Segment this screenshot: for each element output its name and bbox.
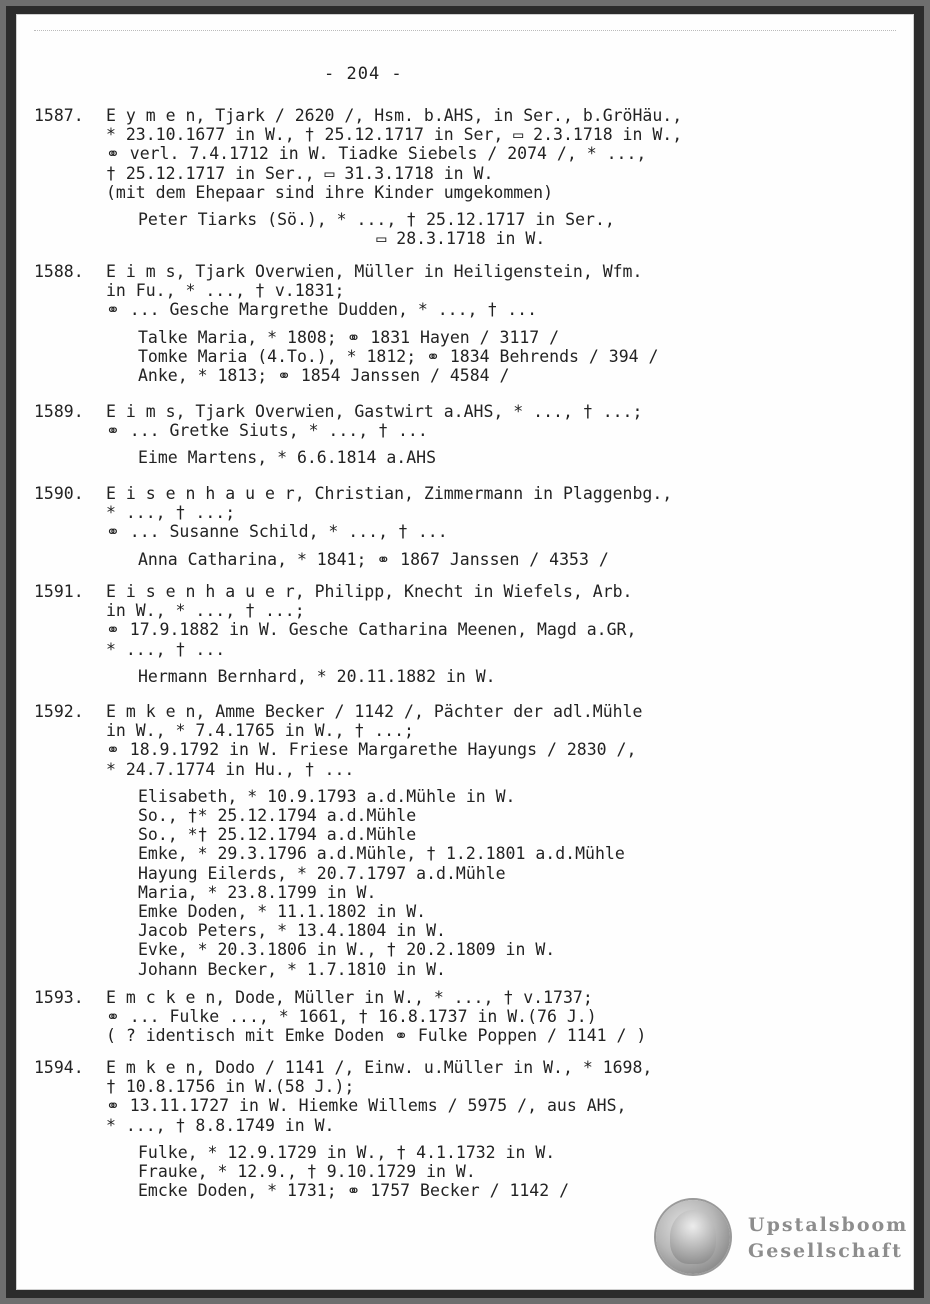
- page-content: [16, 14, 914, 1290]
- watermark-line-2: Gesellschaft: [748, 1240, 903, 1262]
- child-line: So., †* 25.12.1794 a.d.Mühle: [138, 806, 417, 825]
- entry-detail-line: ⚭ 17.9.1882 in W. Gesche Catharina Meenen, Magd a.GR,: [106, 620, 637, 640]
- entry-number: 1590.: [34, 484, 84, 503]
- entry-heading-line: E m c k e n, Dode, Müller in W., * ..., † v.1737;: [106, 988, 593, 1007]
- child-line: Elisabeth, * 10.9.1793 a.d.Mühle in W.: [138, 786, 516, 806]
- entry-detail-line: ⚭ verl. 7.4.1712 in W. Tiadke Siebels / 2074 /, * ...,: [106, 144, 647, 164]
- child-line: Jacob Peters, * 13.4.1804 in W.: [138, 921, 446, 941]
- entry-number: 1591.: [34, 582, 84, 601]
- entry-heading-line: E i m s, Tjark Overwien, Gastwirt a.AHS, * ..., † ...;: [106, 402, 643, 421]
- entry-heading-line: E i s e n h a u e r, Christian, Zimmermann in Plaggenbg.,: [106, 484, 673, 503]
- entry-heading-line: E i m s, Tjark Overwien, Müller in Heiligenstein, Wfm.: [106, 262, 643, 281]
- child-line: Johann Becker, * 1.7.1810 in W.: [138, 959, 446, 979]
- child-line: Peter Tiarks (Sö.), * ..., † 25.12.1717 in Ser.,: [138, 210, 615, 229]
- child-line: Talke Maria, * 1808; ⚭ 1831 Hayen / 3117 /: [138, 327, 560, 347]
- entry-number: 1587.: [34, 106, 84, 125]
- child-line: Emke Doden, * 11.1.1802 in W.: [138, 902, 427, 921]
- entry-heading-line: E m k e n, Dodo / 1141 /, Einw. u.Müller in W., * 1698,: [106, 1058, 653, 1077]
- watermark-text: [748, 1212, 908, 1264]
- entry-detail-line: ( ? identisch mit Emke Doden ⚭ Fulke Poppen / 1141 / ): [106, 1026, 647, 1046]
- entry-heading-line: E y m e n, Tjark / 2620 /, Hsm. b.AHS, in Ser., b.GröHäu.,: [106, 106, 683, 125]
- entry-number: 1592.: [34, 702, 84, 721]
- entry-detail-line: * ..., † ...;: [106, 503, 236, 523]
- child-line: Maria, * 23.8.1799 in W.: [138, 882, 377, 902]
- child-line: Anna Catharina, * 1841; ⚭ 1867 Janssen / 4353 /: [138, 549, 609, 569]
- child-line: Emke, * 29.3.1796 a.d.Mühle, † 1.2.1801 a.d.Mühle: [138, 844, 625, 864]
- entry-detail-line: ⚭ 18.9.1792 in W. Friese Margarethe Hayungs / 2830 /,: [106, 740, 637, 760]
- entry-detail-line: * 23.10.1677 in W., † 25.12.1717 in Ser, ▭ 2.3.1718 in W.,: [106, 125, 683, 145]
- entry-detail-line: in Fu., * ..., † v.1831;: [106, 281, 345, 301]
- entry-number: 1589.: [34, 402, 84, 421]
- entry-number: 1593.: [34, 988, 84, 1007]
- entry-detail-line: ⚭ 13.11.1727 in W. Hiemke Willems / 5975 /, aus AHS,: [106, 1096, 627, 1116]
- page-number: - 204 -: [324, 64, 403, 84]
- entry-detail-line: * 24.7.1774 in Hu., † ...: [106, 759, 355, 779]
- child-line: Frauke, * 12.9., † 9.10.1729 in W.: [138, 1162, 476, 1181]
- child-line: Eime Martens, * 6.6.1814 a.AHS: [138, 448, 437, 468]
- child-line: Evke, * 20.3.1806 in W., † 20.2.1809 in W.: [138, 940, 556, 960]
- entry-detail-line: ⚭ ... Gretke Siuts, * ..., † ...: [106, 421, 428, 441]
- entry-heading-line: E m k e n, Amme Becker / 1142 /, Pächter der adl.Mühle: [106, 702, 643, 721]
- document-page: [16, 14, 914, 1290]
- entry-number: 1594.: [34, 1058, 84, 1077]
- child-line: Tomke Maria (4.To.), * 1812; ⚭ 1834 Behrends / 394 /: [138, 346, 659, 366]
- entry-detail-line: * ..., † 8.8.1749 in W.: [106, 1115, 335, 1135]
- seal-logo-icon: [656, 1200, 730, 1274]
- child-line: Emcke Doden, * 1731; ⚭ 1757 Becker / 1142 /: [138, 1181, 570, 1201]
- entry-heading-line: E i s e n h a u e r, Philipp, Knecht in Wiefels, Arb.: [106, 582, 633, 601]
- top-dotted-rule: [34, 30, 896, 31]
- child-line: Hermann Bernhard, * 20.11.1882 in W.: [138, 666, 496, 686]
- entry-detail-line: † 25.12.1717 in Ser., ▭ 31.3.1718 in W.: [106, 163, 494, 183]
- entry-detail-line: * ..., † ...: [106, 639, 226, 659]
- child-line: Anke, * 1813; ⚭ 1854 Janssen / 4584 /: [138, 366, 510, 385]
- child-line: Hayung Eilerds, * 20.7.1797 a.d.Mühle: [138, 863, 506, 883]
- watermark-line-1: Upstalsboom: [748, 1214, 909, 1236]
- child-line: ▭ 28.3.1718 in W.: [138, 229, 546, 249]
- entry-detail-line: ⚭ ... Susanne Schild, * ..., † ...: [106, 522, 448, 542]
- child-line: Fulke, * 12.9.1729 in W., † 4.1.1732 in W.: [138, 1142, 556, 1162]
- entry-detail-line: in W., * ..., † ...;: [106, 601, 305, 621]
- entry-detail-line: ⚭ ... Gesche Margrethe Dudden, * ..., † ...: [106, 300, 538, 320]
- entry-detail-line: ⚭ ... Fulke ..., * 1661, † 16.8.1737 in W.(76 J.): [106, 1007, 597, 1027]
- entry-number: 1588.: [34, 262, 84, 281]
- entry-detail-line: † 10.8.1756 in W.(58 J.);: [106, 1077, 355, 1097]
- child-line: So., *† 25.12.1794 a.d.Mühle: [138, 825, 417, 845]
- entry-detail-line: (mit dem Ehepaar sind ihre Kinder umgekommen): [106, 182, 554, 202]
- entry-detail-line: in W., * 7.4.1765 in W., † ...;: [106, 721, 414, 741]
